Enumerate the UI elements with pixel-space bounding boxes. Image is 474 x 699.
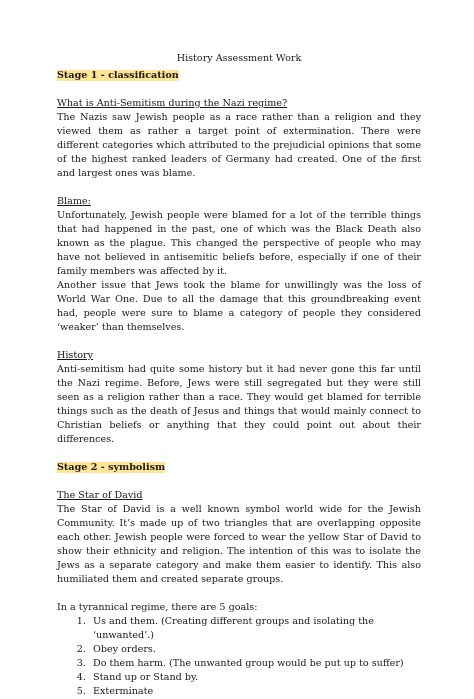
star-of-david-heading: The Star of David	[57, 490, 143, 501]
spacer	[57, 475, 421, 489]
stage-2-heading	[57, 461, 421, 475]
star-of-david-paragraph: The Star of David is a well known symbol world wide for the Jewish Community. It’s made up of two triangles that are overlapping opposite each other. Jewish people were forced to wear the yellow Star of David to show their ethnicity and religion. The intention of this was to isolate the Jews as a separate category and make them easier to identify. This also humiliated them and created separate groups.	[57, 504, 421, 585]
goals-intro: In a tyrannical regime, there are 5 goals:	[57, 602, 258, 613]
blame-heading: Blame:	[57, 196, 91, 207]
stage-1-heading	[57, 69, 421, 83]
document-page	[57, 52, 421, 699]
what-is-antisemitism-heading: What is Anti-Semitism during the Nazi regime?	[57, 98, 288, 109]
spacer	[57, 335, 421, 349]
document-title: History Assessment Work	[176, 53, 302, 64]
blame-paragraph-2: Another issue that Jews took the blame for unwillingly was the loss of World War One. Due to all the damage that this groundbreaking event had, people were sure to blame a category of people they considered ‘weaker’ than themselves.	[57, 280, 421, 333]
goal-item: 2. Obey orders.	[89, 643, 421, 657]
goal-item: 3. Do them harm. (The unwanted group would be put up to suffer)	[89, 657, 421, 671]
history-heading: History	[57, 350, 93, 361]
goal-item: 5. Exterminate	[89, 685, 421, 699]
spacer	[57, 181, 421, 195]
history-paragraph: Anti-semitism had quite some history but it had never gone this far until the Nazi regime. Before, Jews were still segregated but they were still seen as a religion rather than a race. They would get blamed for terrible things such as the death of Jesus and things that would mainly connect to Christian beliefs or anything that they could point out about their differences.	[57, 364, 421, 445]
goals-list	[57, 615, 421, 699]
spacer	[57, 447, 421, 461]
what-is-antisemitism-paragraph: The Nazis saw Jewish people as a race rather than a religion and they viewed them as rather a target point of extermination. There were different categories which attributed to the prejudicial opinions that some of the highest ranked leaders of Germany had created. One of the first and largest ones was blame.	[57, 112, 421, 179]
spacer	[57, 83, 421, 97]
goal-item: 4. Stand up or Stand by.	[89, 671, 421, 685]
stage-2-heading-text: Stage 2 - symbolism	[57, 462, 166, 473]
stage-1-heading-text: Stage 1 - classification	[57, 70, 179, 81]
spacer	[57, 587, 421, 601]
goal-item: 1. Us and them. (Creating different groups and isolating the ‘unwanted’.)	[89, 615, 421, 643]
blame-paragraph-1: Unfortunately, Jewish people were blamed for a lot of the terrible things that had happened in the past, one of which was the Black Death also known as the plague. This changed the perspective of people who may have not believed in antisemitic beliefs before, especially if one of their family members was affected by it.	[57, 210, 421, 277]
